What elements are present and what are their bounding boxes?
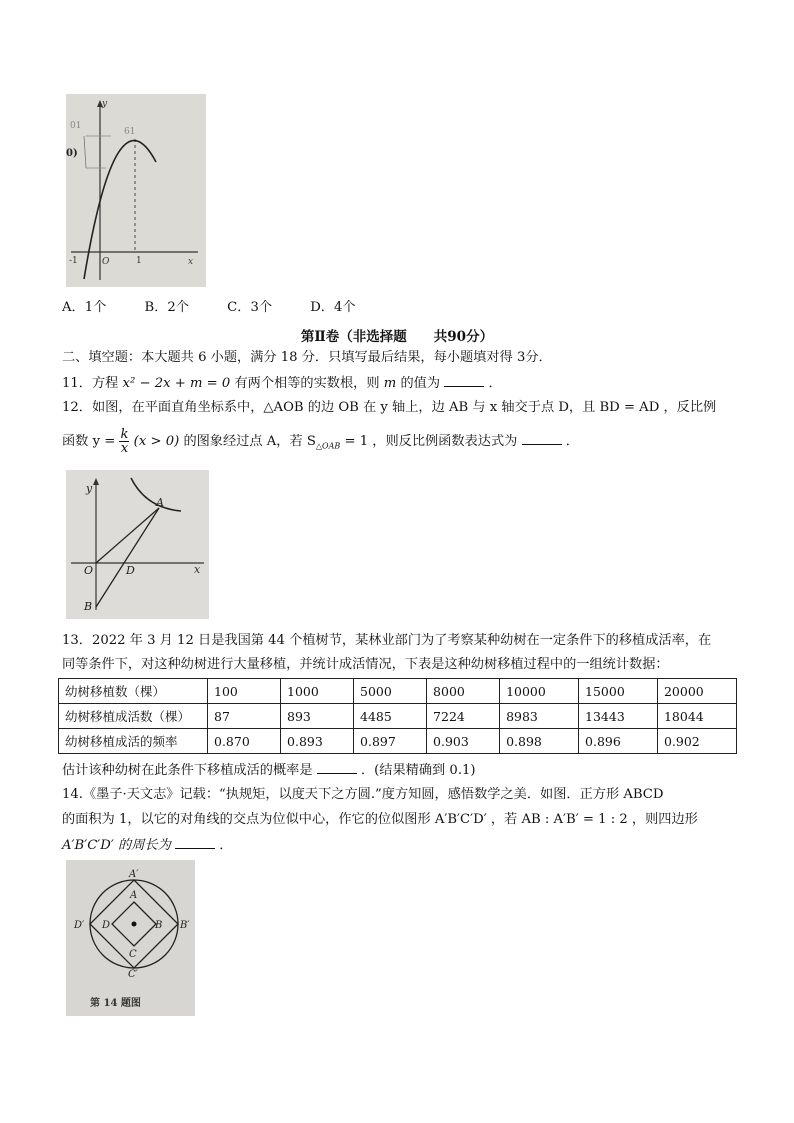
q13-after-pre: 估计该种幼树在此条件下移植成活的概率是 [62,763,313,778]
q13-stats-table [58,678,737,754]
q11-pre: 11．方程 [62,376,119,391]
q12-answer-blank[interactable] [522,432,562,445]
table-cell: 幼树移植数（棵） [59,679,208,704]
fig1-tick-pos: 1 [136,256,142,266]
fig2-label-d: D [126,564,135,577]
table-cell: 893 [281,704,354,729]
q14-line-2: 的面积为 1，以它的对角线的交点为位似中心，作它的位似图形 A′B′C′D′ ，若 AB : A′B′ = 1 : 2 ，则四边形 [62,812,698,827]
fig1-origin: O [102,257,110,267]
q10-options [62,299,390,317]
question-11 [62,374,502,393]
table-cell: 20000 [657,679,736,704]
table-cell: 100 [208,679,281,704]
fig2-label-y: y [86,482,93,495]
table-cell: 0.897 [354,729,427,754]
fig3-caption: 第 14 题图 [90,998,141,1009]
q14-answer-blank[interactable] [175,836,215,849]
q12-frac-num: k [120,427,129,442]
table-cell: 13443 [579,704,658,729]
q12-subscript: △OAB [315,441,341,451]
fig3-label-d: D [102,920,111,931]
option-c: C．3个 [227,300,273,315]
option-b: B．2个 [144,300,189,315]
table-cell: 4485 [354,704,427,729]
table-cell: 0.902 [657,729,736,754]
q14-line-1: 14.《墨子·天文志》记载：“执规矩，以度天下之方圆.”度方知圆，感悟数学之美．如图．正方形 ABCD [62,787,664,802]
table-cell: 0.896 [579,729,658,754]
table-row [59,704,737,729]
table-cell: 0.870 [208,729,281,754]
q12-mid: 的图象经过点 A，若 S [183,434,316,449]
q12-end: ． [565,434,579,449]
q11-var: m [383,376,397,391]
section-2-title: 第Ⅱ卷（非选择题 共90分） [300,329,494,345]
q13-after-table [62,761,476,780]
table-cell: 0.903 [427,729,500,754]
table-cell: 10000 [500,679,579,704]
figure-q12 [66,470,209,619]
fig1-faint-label-3: 61 [124,127,136,137]
fig1-faint-label-1: 01 [70,121,82,131]
table-cell: 5000 [354,679,427,704]
q11-end: ． [488,376,502,391]
table-row [59,729,737,754]
table-row [59,679,737,704]
table-cell: 8983 [500,704,579,729]
q12-line-2 [62,424,579,460]
fig3-label-b1: B′ [180,920,190,931]
table-cell: 8000 [427,679,500,704]
q12-func-prefix: 函数 y = [62,434,116,449]
q13-answer-blank[interactable] [317,761,357,774]
fig2-label-o: O [84,564,94,577]
fig3-label-c1: C′ [128,969,138,980]
option-a: A．1个 [62,300,107,315]
q12-line-1: 12．如图，在平面直角坐标系中，△AOB 的边 OB 在 y 轴上，边 AB 与 x 轴交于点 D，且 BD = AD ，反比例 [62,400,717,415]
fig1-y-label: y [102,99,108,109]
q14-line3-pre: A′B′C′D′ 的周长为 [62,838,171,853]
figure-q14 [66,860,195,1016]
table-cell: 15000 [579,679,658,704]
table-cell: 87 [208,704,281,729]
fig1-x-label: x [188,257,194,267]
fig2-label-x: x [194,563,201,576]
q11-post: 有两个相等的实数根，则 [234,376,380,391]
q12-condition: (x > 0) [133,434,180,449]
option-d: D．4个 [310,300,356,315]
q14-line3-end: ． [219,838,233,853]
fig3-label-a: A [130,890,138,901]
table-cell: 18044 [657,704,736,729]
fig2-label-a: A [156,496,164,509]
table-cell: 7224 [427,704,500,729]
fill-in-intro: 二、填空题：本大题共 6 小题，满分 18 分．只填写最后结果，每小题填对得 3分． [62,350,552,365]
q11-equation: x² − 2x + m = 0 [122,376,231,391]
figure-parabola [66,94,206,287]
table-cell: 0.898 [500,729,579,754]
fig3-label-d1: D′ [74,920,85,931]
table-cell: 1000 [281,679,354,704]
fig2-label-b: B [84,600,93,613]
table-cell: 幼树移植成活数（棵） [59,704,208,729]
q12-eq: = 1 ，则反比例函数表达式为 [340,434,518,449]
q14-line-3 [62,836,232,855]
table-cell: 幼树移植成活的频率 [59,729,208,754]
fig3-label-b: B [155,920,163,931]
q11-tail: 的值为 [400,376,441,391]
q13-line-1: 13．2022 年 3 月 12 日是我国第 44 个植树节，某林业部门为了考察某种幼树在一定条件下的移植成活率，在 [62,633,712,648]
q11-answer-blank[interactable] [444,374,484,387]
fig1-faint-label-2: 0) [66,148,78,159]
q13-line-2: 同等条件下，对这种幼树进行大量移植，并统计成活情况，下表是这种幼树移植过程中的一组统计数据： [62,657,669,672]
fig1-tick-neg: -1 [69,256,78,266]
q13-after-post: ．(结果精确到 0.1) [360,763,476,778]
q12-frac-den: x [120,441,129,456]
fig3-label-c: C [129,949,137,960]
table-cell: 0.893 [281,729,354,754]
q12-fraction [119,428,129,455]
fig3-label-a1: A′ [129,869,139,880]
